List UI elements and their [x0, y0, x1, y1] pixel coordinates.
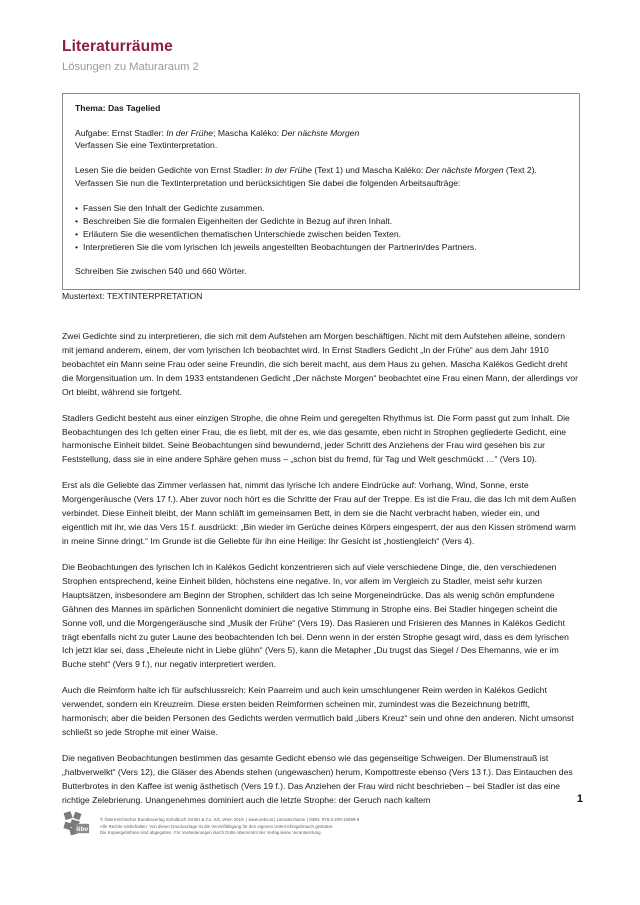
paragraph: Die negativen Beobachtungen bestimmen das gesamte Gedicht ebenso wie das gegenseitige Schweigen. Der Blumenstrauß ist „halbverwelkt“ (Vers 12), die Gläser des Abends stehen (ungewaschen) herum, Kompottreste ebenso (Vers 13 f.). Das Eintauchen des Butterbrotes in den Kaffee ist wenig ästhetisch (Vers 19 f.). Das Anziehen der Frau wird nicht beschrieben – bei Stadler ist das eine richtige Zelebrierung. Unangenehmes dominiert auch die letzte Strophe: der Geruch nach kaltem [62, 752, 573, 805]
instruction-line-2: Verfassen Sie nun die Textinterpretation und berücksichtigen Sie dabei die folgenden Arbeitsaufträge: [75, 178, 461, 189]
instruction-prefix: Lesen Sie die beiden Gedichte von Ernst Stadler: [75, 165, 266, 176]
sample-text-label: Mustertext: TEXTINTERPRETATION [62, 291, 203, 301]
word-count-line: Schreiben Sie zwischen 540 und 660 Wörter. [75, 266, 247, 277]
document-footer [62, 810, 562, 840]
assignment-mid: ; Mascha Kaléko: [213, 127, 282, 138]
footer-text-block [100, 810, 359, 837]
paragraph: Erst als die Geliebte das Zimmer verlassen hat, nimmt das lyrische Ich andere Eindrücke auf: Vorhang, Wind, Sonne, erste Morgengeräusche (Vers 17 f.). Aber zuvor noch hört es die Schritte der Frau auf der Treppe. Es ist die Frau, die das Ich mit dem Außen verbindet. Diese Einheit bleibt, der Mann schläft im gemeinsamen Bett, in dem sie die Nacht verbracht haben, wieder ein, und eigentlich mit ihr, wie das Vers 15 f. ausdrückt: „Bin wieder im Gerüche deines Körpers eingesperrt, der aus den Kissen strömend warm in meine Sinne dringt.“ Im Grunde ist die Geliebte für ihn eine Heilige: Ihr Gesicht ist „hostiengleich“ (Vers 4). [62, 480, 576, 546]
document-header [62, 38, 582, 74]
list-item: • Fassen Sie den Inhalt der Gedichte zusammen. [75, 202, 567, 215]
list-item: • Erläutern Sie die wesentlichen thematischen Unterschiede zwischen beiden Texten. [75, 228, 567, 241]
assignment-line-2: Verfassen Sie eine Textinterpretation. [75, 140, 218, 151]
task-box [62, 93, 580, 290]
task-bullet-list [75, 202, 567, 254]
svg-text:öbv: öbv [76, 825, 89, 833]
page-title: Literaturräume [62, 38, 173, 55]
instruction-line [75, 164, 567, 177]
task-heading: Thema: Das Tagelied [75, 103, 161, 113]
footer-fees-line: Die Kopiergebühren sind abgegolten. Für Veränderungen durch Dritte übernimmt der Verlag keine Verantwortung. [100, 830, 322, 836]
assignment-prefix: Aufgabe: Ernst Stadler: [75, 127, 167, 138]
list-item: • Interpretieren Sie die vom lyrischen Ich jeweils angestellten Beobachtungen der Partnerin/des Partners. [75, 241, 567, 254]
footer-rights-line: Alle Rechte vorbehalten. Von dieser Druckvorlage ist die Vervielfältigung für den eigenen Unterrichtsgebrauch gestattet. [100, 823, 334, 829]
page-subtitle: Lösungen zu Maturaraum 2 [62, 60, 199, 73]
paragraph: Auch die Reimform halte ich für aufschlussreich: Kein Paarreim und auch kein umschlungener Reim werden in Kalékos Gedicht verwendet, sondern ein Kreuzreim. Diese ersten beiden Reimformen scheinen mir, zumindest was die Bezeichnung betrifft, harmonisch; aber die beiden Personen des Gedichts werden vermutlich bald „übers Kreuz“ sein und ohne den anderen. Nicht umsonst schließt so jede Strophe mit einer Waise. [62, 685, 574, 738]
footer-copyright-line: © Österreichischer Bundesverlag Schulbuch GmbH & Co. KG, Wien 2019. | www.oebv.at | Literaturräume | ISBN: 978-3-209-10899-9 [100, 817, 360, 822]
poem-title-kaleko-ref: Der nächste Morgen [425, 165, 504, 176]
paragraph: Stadlers Gedicht besteht aus einer einzigen Strophe, die ohne Reim und geregelten Rhythmus ist. Die Form passt gut zum Inhalt. Die Beobachtungen des Ich gelten einer Frau, die es liebt, mit der es, wie das gesamte, eben nicht in Strophen gegliederte Gedicht, eine harmonische Einheit bildet. Seine Beobachtungen sind bewundernd, jeder Schritt des Anziehens der Frau wird gesehen bis zur Feststellung, dass sie in eine andere Sphäre gehen muss – „schon bist du fremd, für Tag und Welt geschmückt …“ (Vers 10). [62, 412, 570, 465]
poem-title-stadler: In der Frühe [166, 127, 214, 138]
list-item: • Beschreiben Sie die formalen Eigenheiten der Gedichte in Bezug auf ihren Inhalt. [75, 215, 567, 228]
instruction-suffix: (Text 2). [503, 165, 537, 176]
paragraph: Zwei Gedichte sind zu interpretieren, die sich mit dem Aufstehen am Morgen beschäftigen. Nicht mit dem Aufstehen alleine, sondern mit jemand anderem, einem, der vom lyrischen Ich beobachtet wird. In Ernst Stadlers Gedicht „In der Frühe“ aus dem Jahr 1910 beobachtet ein Mann seine Frau oder seine Freundin, die sich bereit macht, aus dem Haus zu gehen. Mascha Kalékos Gedicht dreht die Morgensituation um. In dem 1933 entstandenen Gedicht „Der nächste Morgen“ beobachtet eine Frau einen Mann, der allerdings vor Ort bleibt, während sie fortgeht. [62, 331, 578, 397]
oebv-logo-icon [62, 810, 92, 840]
body-text [62, 330, 578, 820]
poem-title-stadler-ref: In der Frühe [265, 165, 312, 176]
paragraph: Die Beobachtungen des lyrischen Ich in Kalékos Gedicht konzentrieren sich auf viele verschiedene Dinge, die, den verschiedenen Strophen entsprechend, keine Einheit bilden, höchstens eine negative. In, vor allem im Vergleich zu Stadler, meist sehr kurzen Hauptsätzen, insbesondere am Beginn der Strophen, schildert das Ich seine Morgeneindrücke. Das als wenig schön empfundene Gähnen des Mannes im spärlichen Sonnenlicht dominiert die negative Stimmung in Strophe eins. Bei Stadler hingegen scheint die Sonne voll, und die Morgengeräusche sind „Musik der Frühe“ (Vers 19). Das Rasieren und Frisieren des Mannes in Kalékos Gedicht trägt ebenfalls nicht zu guter Laune des beobachtenden Ich bei. Denn wenn in der ersten Strophe gesagt wird, dass es dem lyrischen Ich jetzt klar sei, dass „Eheleute nicht in Liebe glühn“ (Vers 5), kann die Metapher „Du trugst das Siegel / Des Ehemanns, wie er im Buche steht“ (Vers 9 f.), nur negativ interpretiert werden. [62, 561, 569, 670]
assignment-line [75, 127, 567, 140]
poem-title-kaleko: Der nächste Morgen [281, 127, 360, 138]
page-number: 1 [576, 793, 583, 805]
instruction-mid: (Text 1) und Mascha Kaléko: [311, 165, 426, 176]
